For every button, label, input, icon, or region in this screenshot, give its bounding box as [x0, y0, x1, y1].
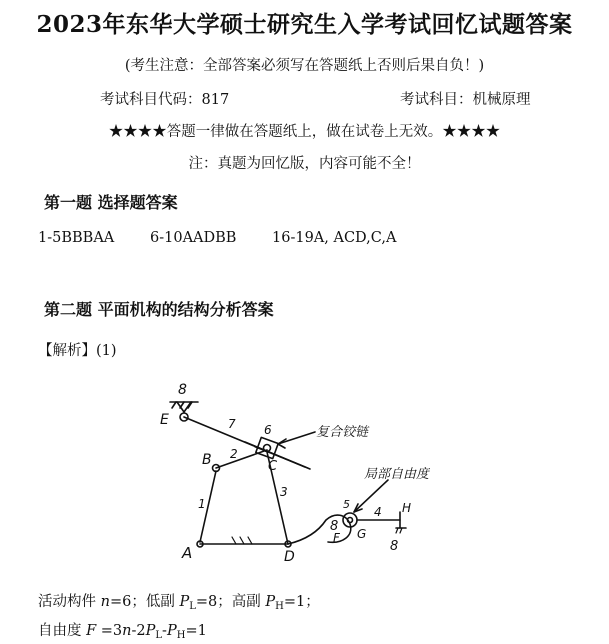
label-b: B: [202, 452, 212, 468]
label-7: 7: [228, 417, 236, 431]
arrow-local: [354, 480, 388, 512]
section1-heading: 第一题 选择题答案: [44, 193, 178, 212]
answer-group-2: 6-10AADBB: [150, 230, 237, 246]
section2-heading: 第二题 平面机构的结构分析答案: [44, 300, 274, 319]
warning-line: ★★★★答题一律做在答题纸上，做在试卷上无效。★★★★: [108, 124, 501, 140]
arrow-compound: [278, 432, 315, 444]
label-f: F: [333, 531, 340, 545]
subject-name: 考试科目：机械原理: [400, 92, 531, 108]
label-1: 1: [198, 497, 206, 511]
label-8-cam: 8: [330, 519, 339, 534]
label-5: 5: [343, 498, 350, 511]
label-g: G: [357, 527, 367, 541]
label-3: 3: [280, 485, 288, 499]
label-a: A: [182, 544, 193, 562]
label-6: 6: [264, 423, 272, 437]
label-8-top: 8: [178, 382, 187, 398]
exam-title: 2023年东华大学硕士研究生入学考试回忆试题答案: [36, 11, 573, 38]
roller-center-g: [348, 518, 353, 523]
annotation-local-dof: 局部自由度: [364, 467, 430, 482]
label-c: C: [268, 459, 278, 474]
label-8-right: 8: [390, 539, 399, 554]
label-d: D: [284, 549, 295, 565]
formula-dof: 自由度 $F =3n-2P_L-P_H=1$: [38, 623, 207, 641]
label-h: H: [402, 501, 412, 515]
cam-profile: [288, 515, 351, 544]
label-4: 4: [374, 505, 382, 519]
exam-notice: (考生注意：全部答案必须写在答题纸上否则后果自负！): [124, 58, 485, 74]
annotation-compound-hinge: 复合铰链: [316, 425, 369, 440]
recall-note: 注：真题为回忆版，内容可能不全！: [188, 156, 421, 172]
label-e: E: [160, 412, 169, 428]
subject-code: 考试科目代码：817: [100, 92, 230, 108]
link-2: [216, 450, 267, 468]
label-2: 2: [230, 447, 238, 461]
answer-group-1: 1-5BBBAA: [38, 230, 115, 246]
formula-counts: 活动构件 n=6；低副 $P_L=8$；高副 $P_H=1$；: [38, 594, 320, 612]
answer-group-3: 16-19A, ACD,C,A: [272, 230, 397, 246]
analysis-label: 【解析】(1): [38, 343, 117, 359]
mechanism-diagram: [150, 372, 430, 582]
ground-support-e: [170, 402, 198, 412]
